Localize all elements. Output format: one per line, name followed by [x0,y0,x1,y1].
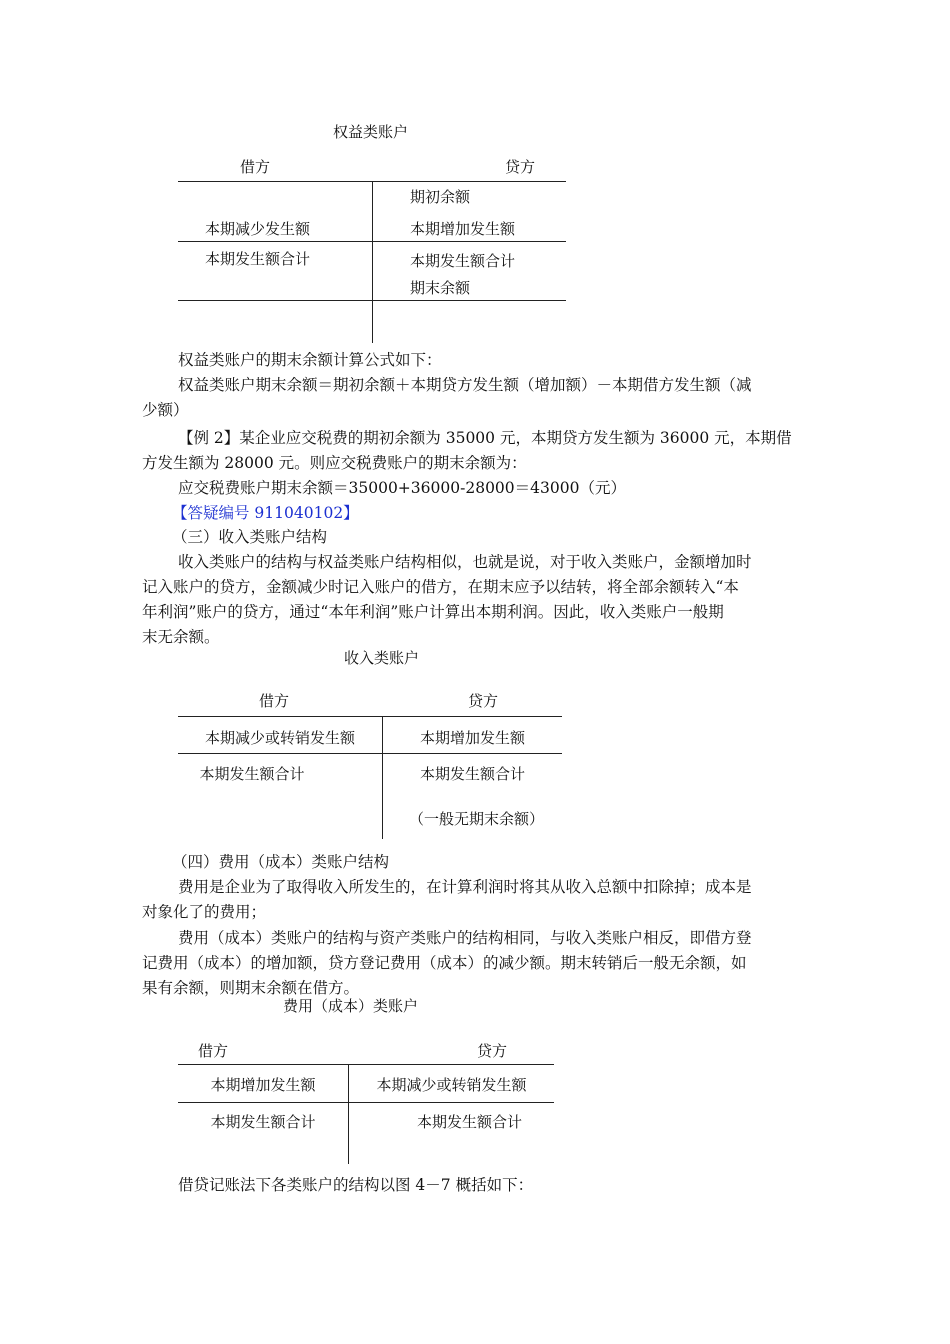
t-left-entry: 本期发生额合计 [205,250,311,268]
paragraph-expense-structure-cont: 果有余额，则期末余额在借方。 [142,979,360,997]
paragraph-expense-structure: 费用（成本）类账户的结构与资产类账户的结构相同，与收入类账户相反，即借方登 [178,929,752,947]
section-heading-income: （三）收入类账户结构 [172,528,328,546]
paragraph-summary: 借贷记账法下各类账户的结构以图 4－7 概括如下： [178,1176,534,1194]
paragraph-income-cont: 年利润”账户的贷方，通过“本年利润”账户计算出本期利润。因此，收入类账户一般期 [142,603,724,621]
paragraph-expense-structure-cont: 记费用（成本）的增加额，贷方登记费用（成本）的减少额。期末转销后一般无余额，如 [142,954,747,972]
t-left-entry: 本期增加发生额 [210,1076,316,1094]
t-left-entry: 本期发生额合计 [210,1113,316,1131]
paragraph-income-cont: 记入账户的贷方，金额减少时记入账户的借方，在期末应予以结转，将全部余额转入“本 [142,578,739,596]
paragraph-expense: 费用是企业为了取得收入所发生的，在计算利润时将其从收入总额中扣除掉；成本是 [178,878,752,896]
paragraph-example: 【例 2】某企业应交税费的期初余额为 35000 元，本期贷方发生额为 36000 元，本期借 [178,429,792,447]
paragraph-calculation: 应交税费账户期末余额＝35000+36000-28000＝43000（元） [178,479,626,497]
credit-label: 贷方 [505,158,536,176]
t-right-entry: 本期发生额合计 [419,765,525,783]
t-right-entry: 本期发生额合计 [410,252,516,270]
t-left-entry: 本期减少发生额 [205,220,311,238]
t-mid-line [178,1102,554,1103]
t-top-line [178,716,562,717]
t-right-entry: 本期减少或转销发生额 [376,1076,527,1094]
section-heading-expense: （四）费用（成本）类账户结构 [172,853,390,871]
t-account-title: 费用（成本）类账户 [283,997,419,1015]
t-left-entry: 本期减少或转销发生额 [204,729,355,747]
t-right-entry: 本期发生额合计 [417,1113,523,1131]
credit-label: 贷方 [468,692,499,710]
paragraph-income-cont: 末无余额。 [142,628,220,646]
t-account-title: 收入类账户 [344,649,420,667]
t-right-entry: 本期增加发生额 [410,220,516,238]
debit-label: 借方 [240,158,271,176]
paragraph-formula-intro: 权益类账户的期末余额计算公式如下： [178,351,442,369]
t-right-entry: 期初余额 [410,188,471,206]
t-right-entry: 期末余额 [410,279,471,297]
t-bottom-line [178,300,566,301]
paragraph-income: 收入类账户的结构与权益类账户结构相似，也就是说，对于收入类账户，金额增加时 [178,553,752,571]
paragraph-formula: 权益类账户期末余额＝期初余额＋本期贷方发生额（增加额）－本期借方发生额（减 [178,376,752,394]
t-account-title: 权益类账户 [333,123,409,141]
paragraph-example-cont: 方发生额为 28000 元。则应交税费账户的期末余额为： [142,454,527,472]
credit-label: 贷方 [477,1042,508,1060]
answer-code-link[interactable]: 【答疑编号 911040102】 [172,504,359,522]
paragraph-formula-cont: 少额） [142,401,189,419]
t-mid-line [178,241,566,242]
debit-label: 借方 [259,692,290,710]
t-top-line [178,1064,554,1065]
t-right-note: （一般无期末余额） [409,810,545,828]
t-center-line [372,181,373,343]
debit-label: 借方 [198,1042,229,1060]
t-mid-line [178,753,562,754]
t-right-entry: 本期增加发生额 [419,729,525,747]
t-left-entry: 本期发生额合计 [199,765,305,783]
paragraph-expense-cont: 对象化了的费用； [142,903,267,921]
